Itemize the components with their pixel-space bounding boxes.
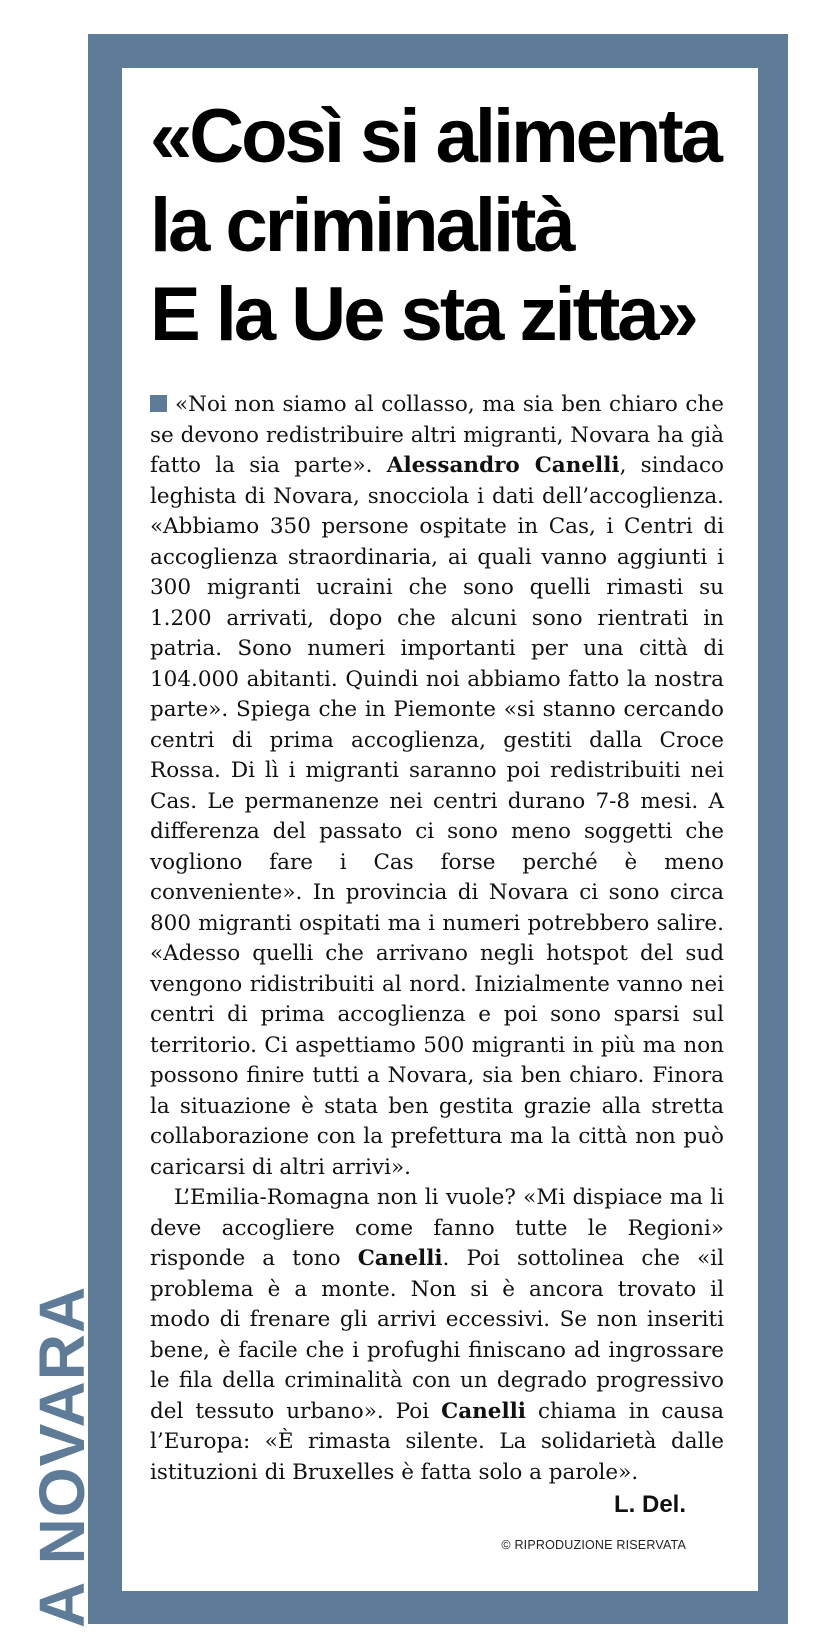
paragraph-text: . Poi sottolinea che «il problema è a monte. Non si è ancora trovato il modo di frenare gli arrivi eccessivi. Se non inseriti bene, è facile che i profughi finiscano ad ingrossare le fila della criminalità con un degrado progressivo del tessuto urbano». Poi bbox=[150, 1246, 724, 1424]
author-signature: L. Del. bbox=[613, 1491, 686, 1518]
paragraph bbox=[150, 390, 724, 1183]
headline-line: E la Ue sta zitta» bbox=[150, 272, 696, 357]
square-bullet-icon bbox=[150, 395, 167, 412]
headline-line: «Così si alimenta bbox=[150, 94, 720, 179]
paragraph bbox=[150, 1183, 724, 1488]
section-label: A NOVARA bbox=[26, 1285, 98, 1628]
paragraph-text: , sindaco leghista di Novara, snocciola i dati dell’accoglienza. «Abbiamo 350 persone ospitate in Cas, i Centri di accoglienza straordinaria, ai quali vanno aggiunti i 300 migranti ucraini che sono quelli rimasti su 1.200 arrivati, dopo che alcuni sono rientrati in patria. Sono numeri importanti per una città di 104.000 abitanti. Quindi noi abbiamo fatto la nostra parte». Spiega che in Piemonte «si stanno cercando centri di prima accoglienza, gestiti dalla Croce Rossa. Di lì i migranti saranno poi redistribuiti nei Cas. Le permanenze nei centri durano 7-8 mesi. A differenza del passato ci sono meno soggetti che vogliono fare i Cas forse perché è meno conveniente». In provincia di Novara ci sono circa 800 migranti ospitati ma i numeri potrebbero salire. «Adesso quelli che arrivano negli hotspot del sud vengono ridistribuiti al nord. Inizialmente vanno nei centri di prima accoglienza e poi sono sparsi sul territorio. Ci aspettiamo 500 migranti in più ma non possono finire tutti a Novara, sia ben chiaro. Finora la situazione è stata ben gestita grazie alla stretta collaborazione con la prefettura ma la città non può caricarsi di altri arrivi». bbox=[150, 453, 724, 1180]
person-name: Canelli bbox=[441, 1398, 526, 1424]
paragraph-text: «Noi non siamo al collasso, ma sia ben chiaro che se devono redistribuire altri migranti, Novara ha già fatto la sia parte». bbox=[150, 392, 724, 478]
copyright-notice: © RIPRODUZIONE RISERVATA bbox=[501, 1538, 686, 1552]
article-body bbox=[150, 390, 724, 1488]
person-name: Canelli bbox=[357, 1246, 443, 1271]
person-name: Alessandro Canelli bbox=[386, 453, 620, 478]
headline bbox=[150, 92, 750, 359]
headline-line: la criminalità bbox=[150, 183, 573, 268]
paragraph-text: chiama in causa l’Europa: «È rimasta silente. La solidarietà dalle istituzioni di Bruxelles è fatta solo a parole». bbox=[150, 1398, 724, 1485]
paragraph-text: L’Emilia-Romagna non li vuole? «Mi dispiace ma li deve accogliere come fanno tutte le Regioni» risponde a tono bbox=[150, 1185, 724, 1271]
